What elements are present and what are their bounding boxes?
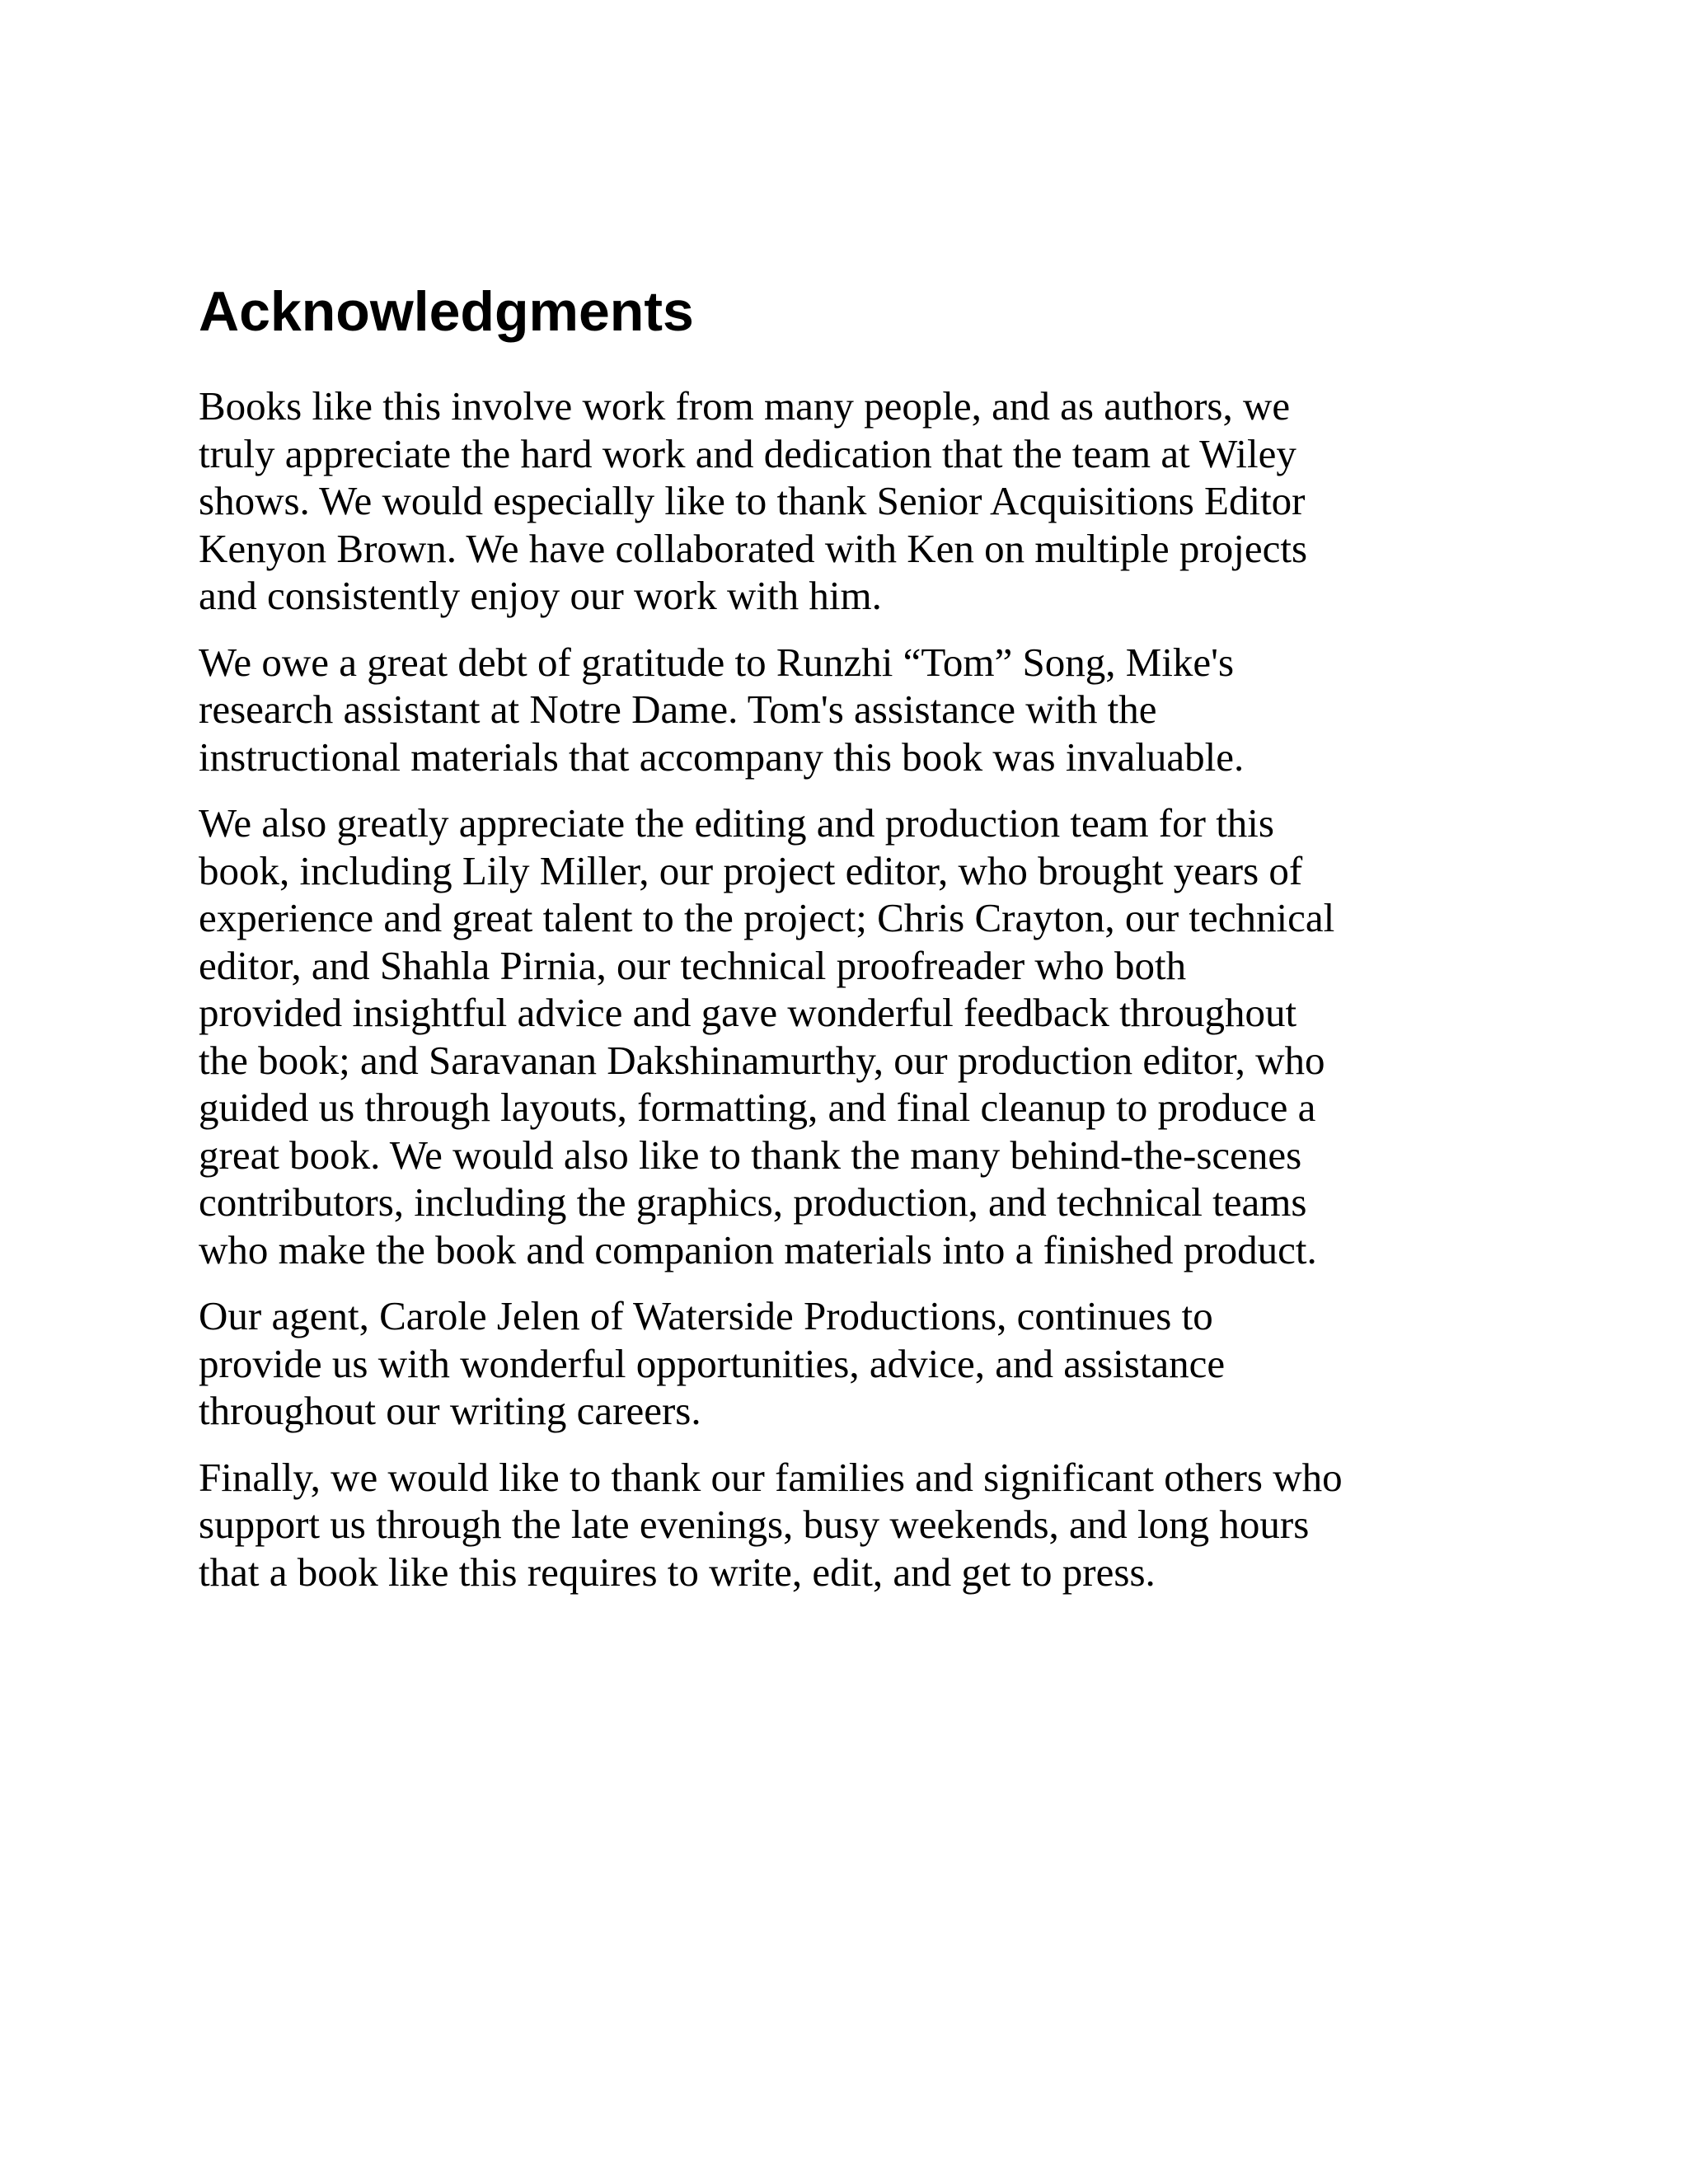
text-line: and consistently enjoy our work with him. (199, 573, 882, 618)
page-content (199, 272, 1517, 1615)
paragraph-production-team (199, 799, 1517, 1273)
paragraph-families (199, 1454, 1517, 1596)
paragraph-research-assistant (199, 639, 1517, 781)
text-line: throughout our writing careers. (199, 1388, 701, 1433)
text-line: guided us through layouts, formatting, and final cleanup to produce a (199, 1085, 1316, 1130)
text-line: research assistant at Notre Dame. Tom's assistance with the (199, 687, 1157, 732)
text-line: instructional materials that accompany this book was invaluable. (199, 733, 1245, 780)
text-line: We owe a great debt of gratitude to Runzhi “Tom” Song, Mike's (199, 639, 1235, 685)
text-line: Kenyon Brown. We have collaborated with Ken on multiple projects (199, 525, 1308, 571)
text-line: Books like this involve work from many people, and as authors, we (199, 383, 1291, 429)
paragraph-agent (199, 1292, 1517, 1435)
text-line: provide us with wonderful opportunities, advice, and assistance (199, 1340, 1226, 1386)
text-line: We also greatly appreciate the editing and production team for this (199, 800, 1274, 846)
text-line: contributors, including the graphics, production, and technical teams (199, 1179, 1307, 1225)
text-line: provided insightful advice and gave wonderful feedback throughout (199, 990, 1297, 1035)
text-line: that a book like this requires to write, edit, and get to press. (199, 1549, 1156, 1595)
text-line: Our agent, Carole Jelen of Waterside Productions, continues to (199, 1293, 1213, 1338)
text-line: the book; and Saravanan Dakshinamurthy, our production editor, who (199, 1037, 1325, 1083)
text-line: support us through the late evenings, busy weekends, and long hours (199, 1502, 1310, 1547)
text-line: editor, and Shahla Pirnia, our technical proofreader who both (199, 942, 1187, 988)
text-line: book, including Lily Miller, our project editor, who brought years of (199, 847, 1303, 893)
text-line: who make the book and companion materials into a finished product. (199, 1226, 1317, 1272)
text-line: Finally, we would like to thank our families and significant others who (199, 1454, 1343, 1500)
paragraph-wiley-team (199, 382, 1517, 620)
text-line: shows. We would especially like to thank Senior Acquisitions Editor (199, 478, 1306, 523)
text-line: truly appreciate the hard work and dedication that the team at Wiley (199, 430, 1296, 476)
page-title: Acknowledgments (199, 280, 694, 343)
text-line: experience and great talent to the project; Chris Crayton, our technical (199, 895, 1335, 940)
text-line: great book. We would also like to thank the many behind-the-scenes (199, 1132, 1302, 1178)
